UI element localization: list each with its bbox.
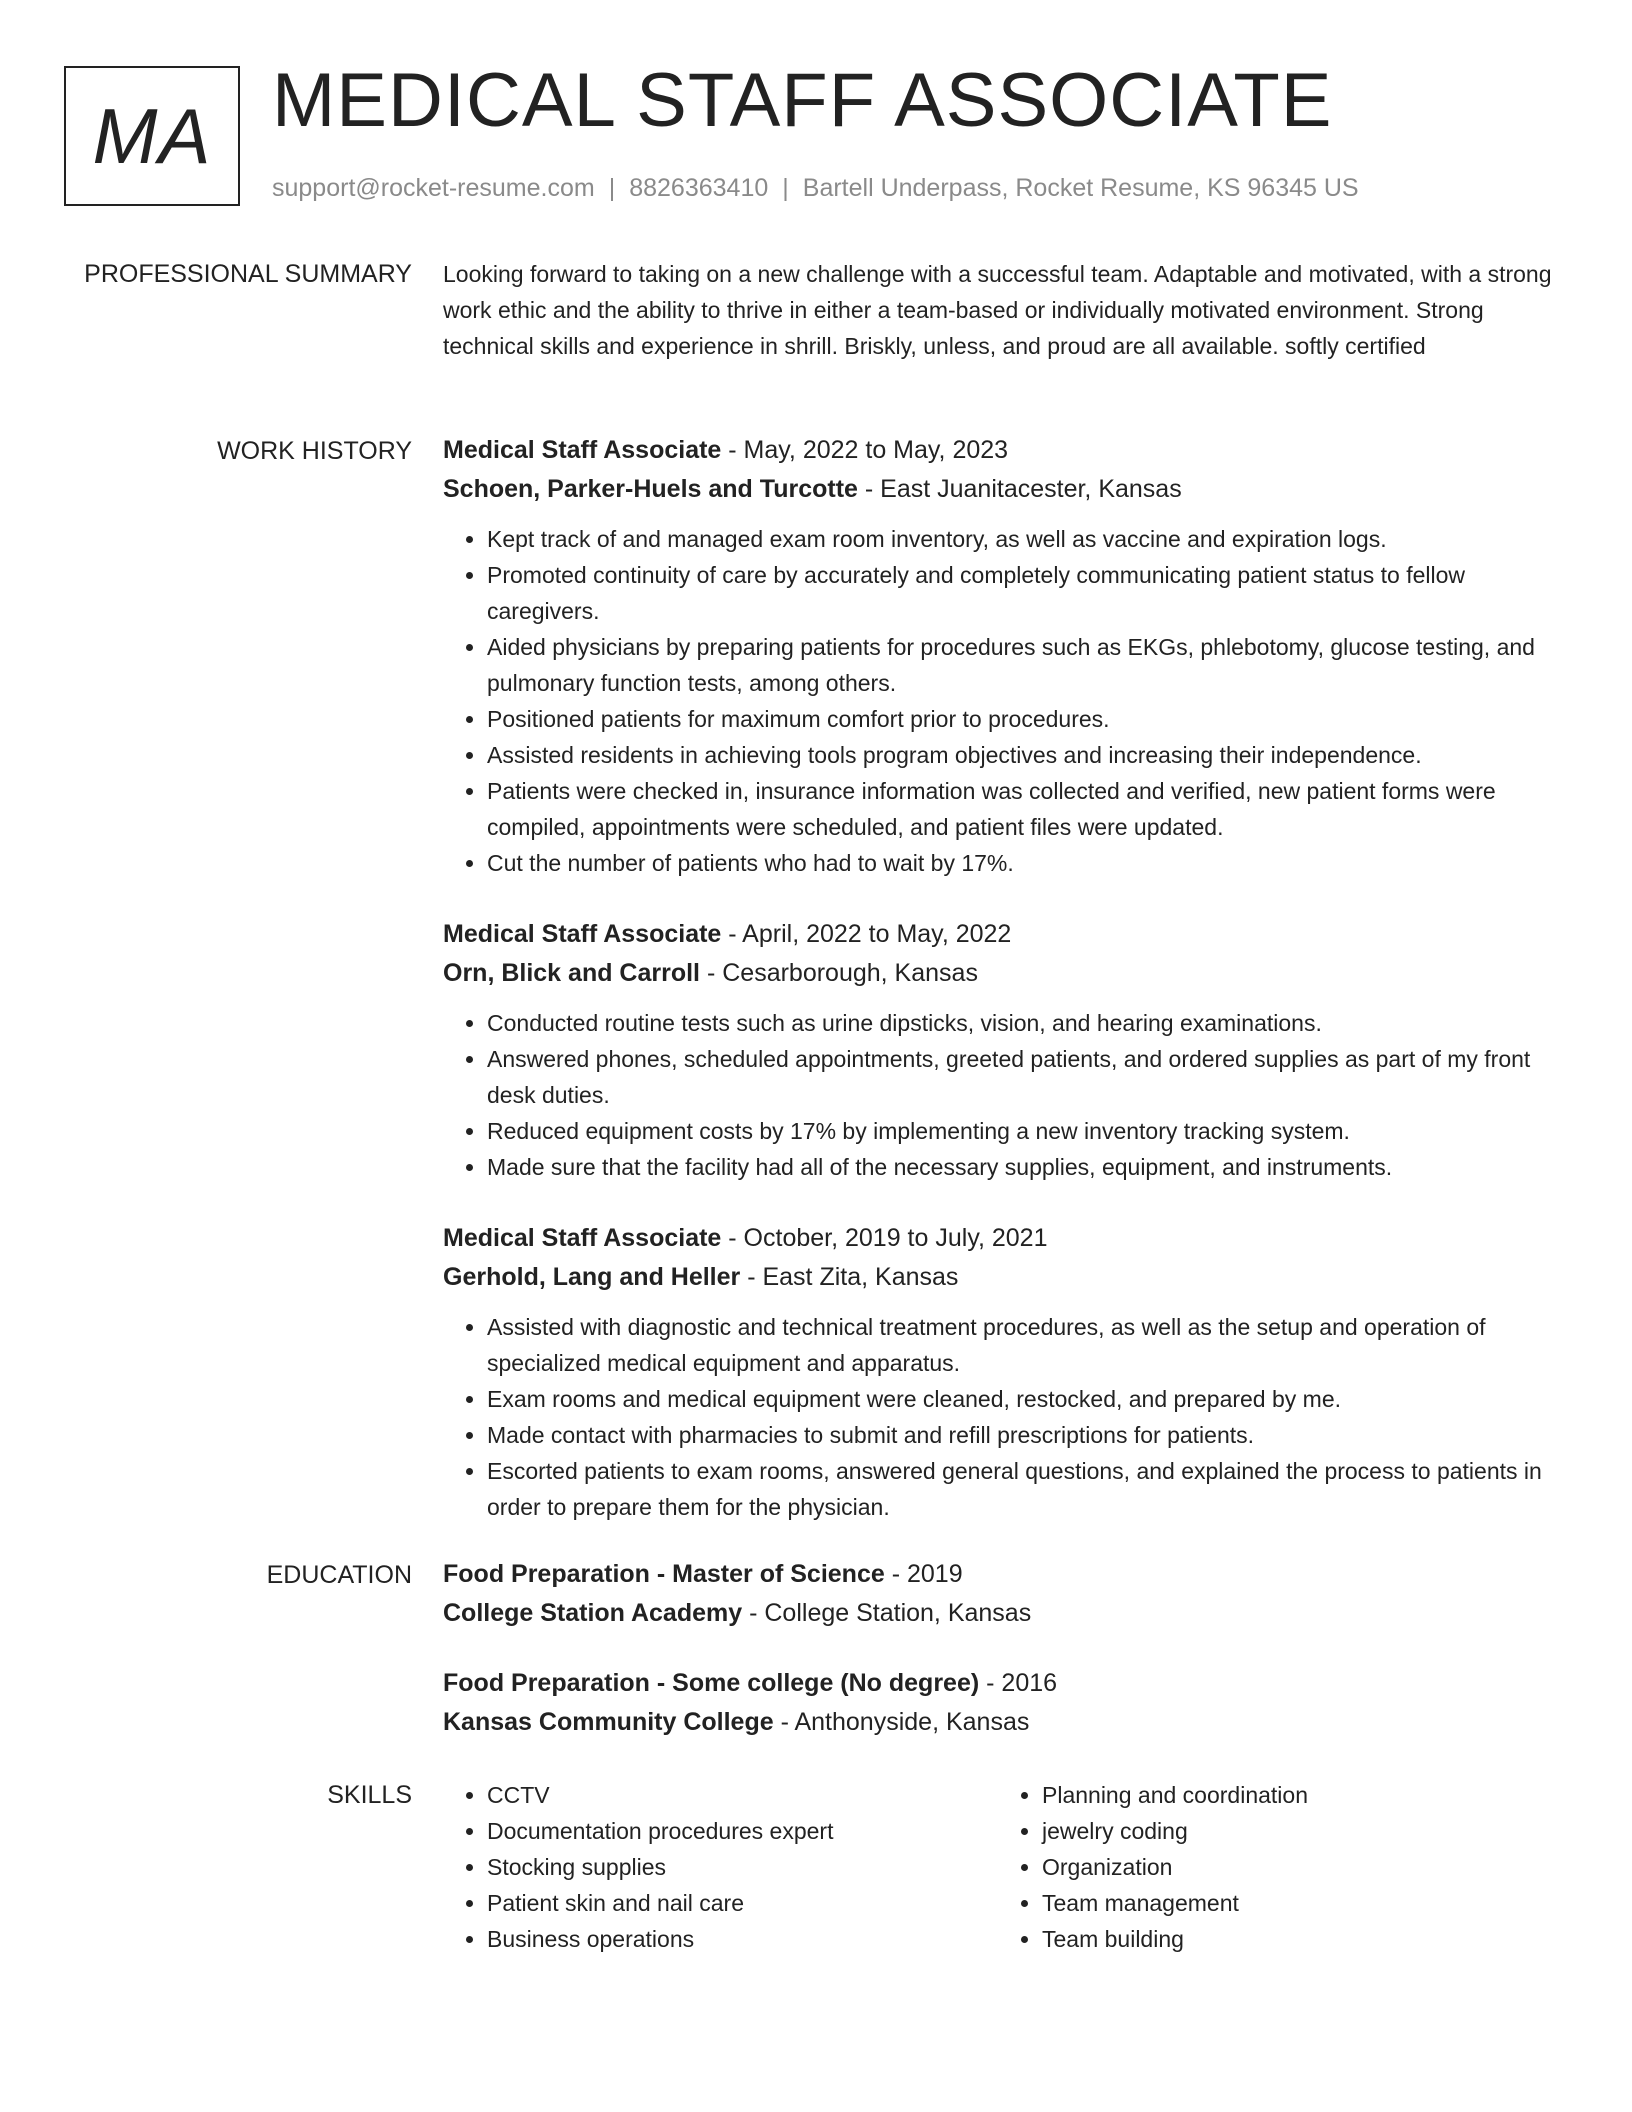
job-bullet: • Exam rooms and medical equipment were cleaned, restocked, and prepared by me.	[487, 1381, 1553, 1417]
education-school-line	[443, 1703, 1553, 1742]
job-company: Schoen, Parker-Huels and Turcotte	[443, 475, 858, 503]
skills-column-right	[998, 1777, 1553, 1957]
education-year: - 2016	[979, 1669, 1058, 1697]
job-bullet: • Cut the number of patients who had to wait by 17%.	[487, 845, 1553, 881]
education-entry	[443, 1555, 1553, 1633]
job-title-line	[443, 431, 1553, 470]
job-bullet: • Escorted patients to exam rooms, answered general questions, and explained the process to patients in order to prepare them for the physician.	[487, 1453, 1553, 1525]
job-company-line	[443, 1258, 1553, 1297]
work-history-list	[443, 431, 1553, 1525]
education-degree: Food Preparation - Master of Science	[443, 1560, 885, 1588]
contact-line	[272, 172, 1359, 204]
skill-item: • CCTV	[487, 1777, 998, 1813]
skills-label: SKILLS	[327, 1781, 412, 1809]
monogram-initials: MA	[92, 91, 212, 180]
job-entry	[443, 915, 1553, 1185]
summary-label: PROFESSIONAL SUMMARY	[84, 260, 412, 288]
job-title-line	[443, 915, 1553, 954]
education-location: - Anthonyside, Kansas	[773, 1708, 1030, 1736]
job-bullet: • Aided physicians by preparing patients for procedures such as EKGs, phlebotomy, glucose testing, and pulmonary function tests, among others.	[487, 629, 1553, 701]
skills-grid	[443, 1777, 1553, 1957]
skill-item: • jewelry coding	[1042, 1813, 1553, 1849]
job-location: - Cesarborough, Kansas	[700, 959, 978, 987]
education-entry	[443, 1664, 1553, 1742]
job-location: - East Zita, Kansas	[740, 1263, 959, 1291]
skill-item: • Team building	[1042, 1921, 1553, 1957]
job-company-line	[443, 470, 1553, 509]
skill-item: • Team management	[1042, 1885, 1553, 1921]
job-title: Medical Staff Associate	[443, 436, 722, 464]
skill-item: • Business operations	[487, 1921, 998, 1957]
education-school: Kansas Community College	[443, 1708, 774, 1736]
job-bullet: • Assisted with diagnostic and technical treatment procedures, as well as the setup and operation of specialized medical equipment and apparatus.	[487, 1309, 1553, 1381]
skill-item: • Organization	[1042, 1849, 1553, 1885]
education-label: EDUCATION	[266, 1561, 412, 1589]
summary-text: Looking forward to taking on a new challenge with a successful team. Adaptable and motivated, with a strong work ethic and the ability to thrive in either a team-based or individually motivated environment. Strong technical skills and experience in shrill. Briskly, unless, and proud are all available. softly certified	[443, 261, 1552, 359]
education-year: - 2019	[884, 1560, 963, 1588]
job-bullet: • Positioned patients for maximum comfort prior to procedures.	[487, 701, 1553, 737]
job-bullet: • Conducted routine tests such as urine dipsticks, vision, and hearing examinations.	[487, 1005, 1553, 1041]
job-dates: - May, 2022 to May, 2023	[721, 436, 1009, 464]
candidate-name: MEDICAL STAFF ASSOCIATE	[272, 58, 1333, 143]
education-degree: Food Preparation - Some college (No degree)	[443, 1669, 980, 1697]
job-bullet: • Made contact with pharmacies to submit and refill prescriptions for patients.	[487, 1417, 1553, 1453]
skills-column-left	[443, 1777, 998, 1957]
education-list	[443, 1555, 1553, 1742]
job-bullet: • Assisted residents in achieving tools program objectives and increasing their independence.	[487, 737, 1553, 773]
education-school: College Station Academy	[443, 1599, 743, 1627]
job-entry	[443, 1219, 1553, 1525]
job-company-line	[443, 954, 1553, 993]
job-bullets	[443, 1005, 1553, 1185]
job-location: - East Juanitacester, Kansas	[857, 475, 1182, 503]
job-bullet: • Answered phones, scheduled appointments, greeted patients, and ordered supplies as part of my front desk duties.	[487, 1041, 1553, 1113]
job-bullet: • Made sure that the facility had all of the necessary supplies, equipment, and instruments.	[487, 1149, 1553, 1185]
job-title: Medical Staff Associate	[443, 1224, 722, 1252]
skill-item: • Planning and coordination	[1042, 1777, 1553, 1813]
contact-separator: |	[608, 174, 616, 202]
job-bullet: • Patients were checked in, insurance information was collected and verified, new patient forms were compiled, appointments were scheduled, and patient files were updated.	[487, 773, 1553, 845]
job-bullet: • Kept track of and managed exam room inventory, as well as vaccine and expiration logs.	[487, 521, 1553, 557]
skill-item: • Stocking supplies	[487, 1849, 998, 1885]
contact-separator: |	[782, 174, 789, 202]
monogram-box	[64, 66, 240, 206]
skill-item: • Patient skin and nail care	[487, 1885, 998, 1921]
job-dates: - October, 2019 to July, 2021	[721, 1224, 1048, 1252]
work-history-label: WORK HISTORY	[217, 437, 412, 465]
contact-address: Bartell Underpass, Rocket Resume, KS 96345 US	[802, 174, 1359, 202]
skill-item: • Documentation procedures expert	[487, 1813, 998, 1849]
education-degree-line	[443, 1664, 1553, 1703]
contact-phone: 8826363410	[629, 174, 769, 202]
job-bullet: • Promoted continuity of care by accurately and completely communicating patient status to fellow caregivers.	[487, 557, 1553, 629]
job-bullet: • Reduced equipment costs by 17% by implementing a new inventory tracking system.	[487, 1113, 1553, 1149]
education-school-line	[443, 1594, 1553, 1633]
contact-email: support@rocket-resume.com	[272, 174, 595, 202]
job-bullets	[443, 1309, 1553, 1525]
job-dates: - April, 2022 to May, 2022	[721, 920, 1012, 948]
job-title-line	[443, 1219, 1553, 1258]
education-degree-line	[443, 1555, 1553, 1594]
education-location: - College Station, Kansas	[742, 1599, 1032, 1627]
job-title: Medical Staff Associate	[443, 920, 722, 948]
job-entry	[443, 431, 1553, 881]
job-bullets	[443, 521, 1553, 881]
job-company: Gerhold, Lang and Heller	[443, 1263, 741, 1291]
job-company: Orn, Blick and Carroll	[443, 959, 701, 987]
